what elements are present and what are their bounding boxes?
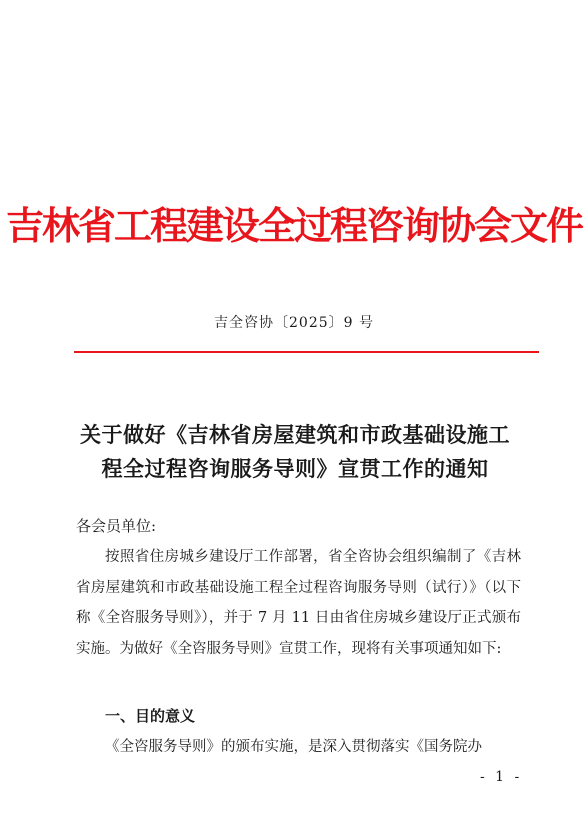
body-text [76, 542, 521, 664]
org-masthead-title: 吉林省工程建设全过程咨询协会文件 [5, 204, 582, 248]
notice-title [60, 418, 530, 486]
notice-title-line-2: 程全过程咨询服务导则》宣贯工作的通知 [101, 456, 489, 481]
document-number: 吉全咨协〔2025〕9 号 [214, 315, 374, 331]
page-number: - 1 - [480, 769, 523, 785]
red-separator-line [74, 351, 539, 353]
salutation: 各会员单位: [76, 517, 157, 535]
paragraph-1: 按照省住房城乡建设厅工作部署，省全咨协会组织编制了《吉林省房屋建筑和市政基础设施工程全过程咨询服务导则（试行）》（以下称《全咨服务导则》），并于 7 月 11 日由省住房城乡建设厅正式颁布实施。为做好《全咨服务导则》宣贯工作，现将有关事项通知如下: [76, 549, 521, 657]
paragraph-2-start: 《全咨服务导则》的颁布实施，是深入贯彻落实《国务院办 [105, 739, 482, 755]
section-heading-1: 一、目的意义 [105, 707, 196, 725]
notice-title-line-1: 关于做好《吉林省房屋建筑和市政基础设施工 [80, 422, 510, 447]
